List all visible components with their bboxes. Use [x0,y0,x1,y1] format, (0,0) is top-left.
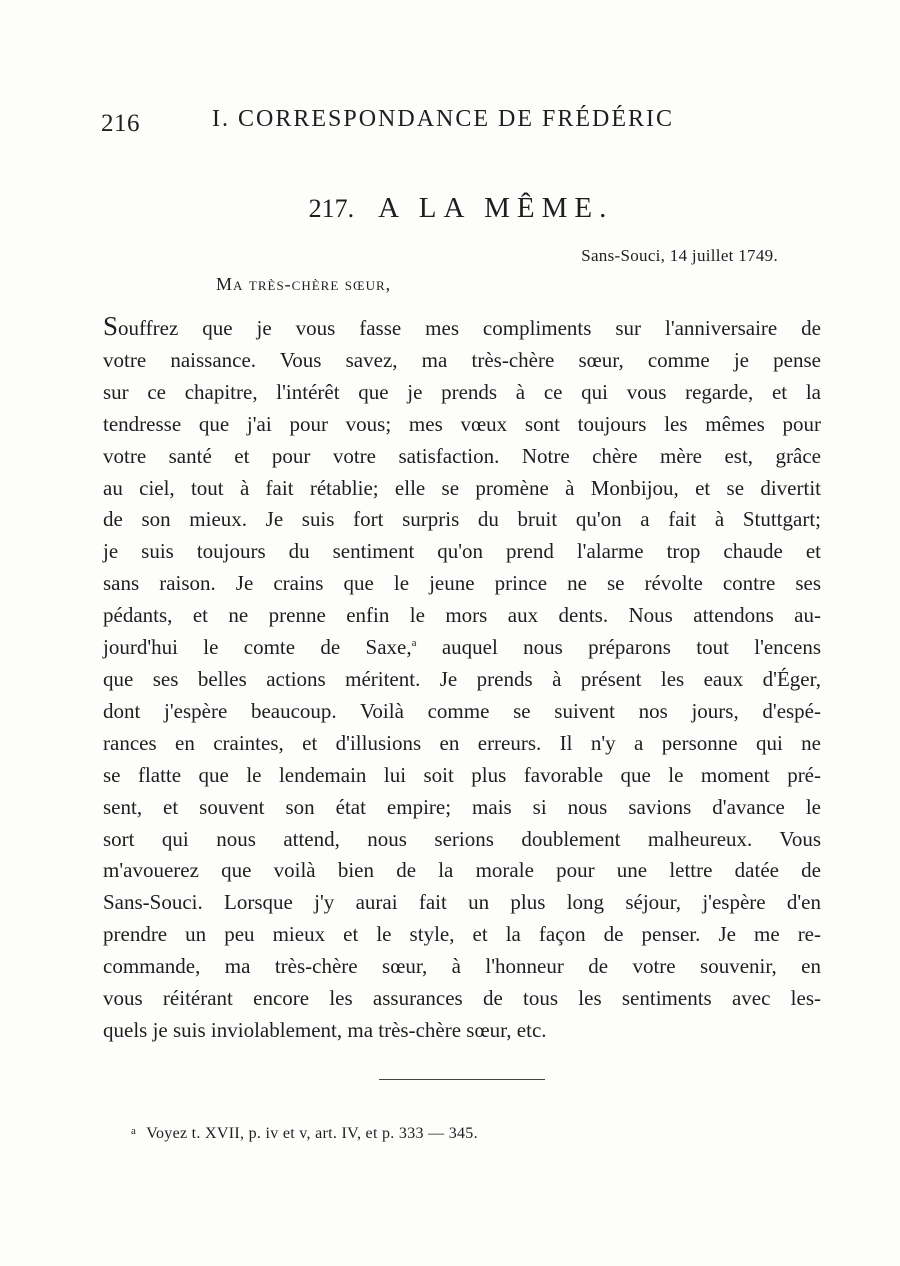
body-line: prendre un peu mieux et le style, et la façon de penser. Je me re- [103,922,821,947]
salutation: Ma très-chère sœur, [216,274,392,294]
body-line [103,311,821,345]
running-head [101,106,741,140]
letter-heading [0,192,900,225]
letter-title: A LA MÊME. [378,192,614,224]
body-line: commande, ma très-chère sœur, à l'honneur de votre souvenir, en [103,954,821,979]
body-line: tendresse que j'ai pour vous; mes vœux sont toujours les mêmes pour [103,411,821,436]
body-line-text: auquel nous préparons tout l'encens [416,635,821,660]
body-line: au ciel, tout à fait rétablie; elle se promène à Monbijou, et se divertit [103,475,821,500]
body-line: rances en craintes, et d'illusions en erreurs. Il n'y a personne qui ne [103,730,821,755]
footnote-mark: a [131,1125,137,1137]
body-line: pédants, et ne prenne enfin le mors aux dents. Nous attendons au- [103,603,821,628]
letter-number: 217. [308,194,355,223]
body-line: sort qui nous attend, nous serions doublement malheureux. Vous [103,826,821,851]
body-line: Sans-Souci. Lorsque j'y aurai fait un plus long séjour, j'espère d'en [103,890,821,915]
letter-body [103,311,821,1047]
body-line: que ses belles actions méritent. Je prends à présent les eaux d'Éger, [103,666,821,691]
body-line: dont j'espère beaucoup. Voilà comme se suivent nos jours, d'espé- [103,698,821,723]
body-line: sent, et souvent son état empire; mais si nous savions d'avance le [103,794,821,819]
footnote-text: Voyez t. XVII, p. iv et v, art. IV, et p. 333 — 345. [146,1125,478,1142]
body-line: vous réitérant encore les assurances de tous les sentiments avec les- [103,986,821,1011]
drop-cap: S [103,311,119,341]
body-line: je suis toujours du sentiment qu'on prend l'alarme trop chaude et [103,539,821,564]
body-line: de son mieux. Je suis fort surpris du bruit qu'on a fait à Stuttgart; [103,507,821,532]
footnote-divider [379,1079,545,1080]
body-line: sans raison. Je crains que le jeune prince ne se révolte contre ses [103,571,821,596]
body-line-text: jourd'hui le comte de Saxe, [103,635,412,660]
page-number: 216 [101,110,140,137]
body-line: votre santé et pour votre satisfaction. Notre chère mère est, grâce [103,443,821,468]
body-line [103,632,821,664]
running-title: I. CORRESPONDANCE DE FRÉDÉRIC [212,106,675,132]
body-line: sur ce chapitre, l'intérêt que je prends à ce qui vous regarde, et la [103,379,821,404]
body-line: quels je suis inviolablement, ma très-chère sœur, etc. [103,1017,547,1042]
body-line: se flatte que le lendemain lui soit plus favorable que le moment pré- [103,762,821,787]
footnote-reference: a [411,637,417,650]
footnote [131,1125,478,1143]
dateline: Sans-Souci, 14 juillet 1749. [581,246,778,265]
body-line: votre naissance. Vous savez, ma très-chère sœur, comme je pense [103,347,821,372]
body-line-text: ouffrez que je vous fasse mes compliments sur l'anniversaire de [118,316,821,340]
body-line: m'avouerez que voilà bien de la morale pour une lettre datée de [103,858,821,883]
